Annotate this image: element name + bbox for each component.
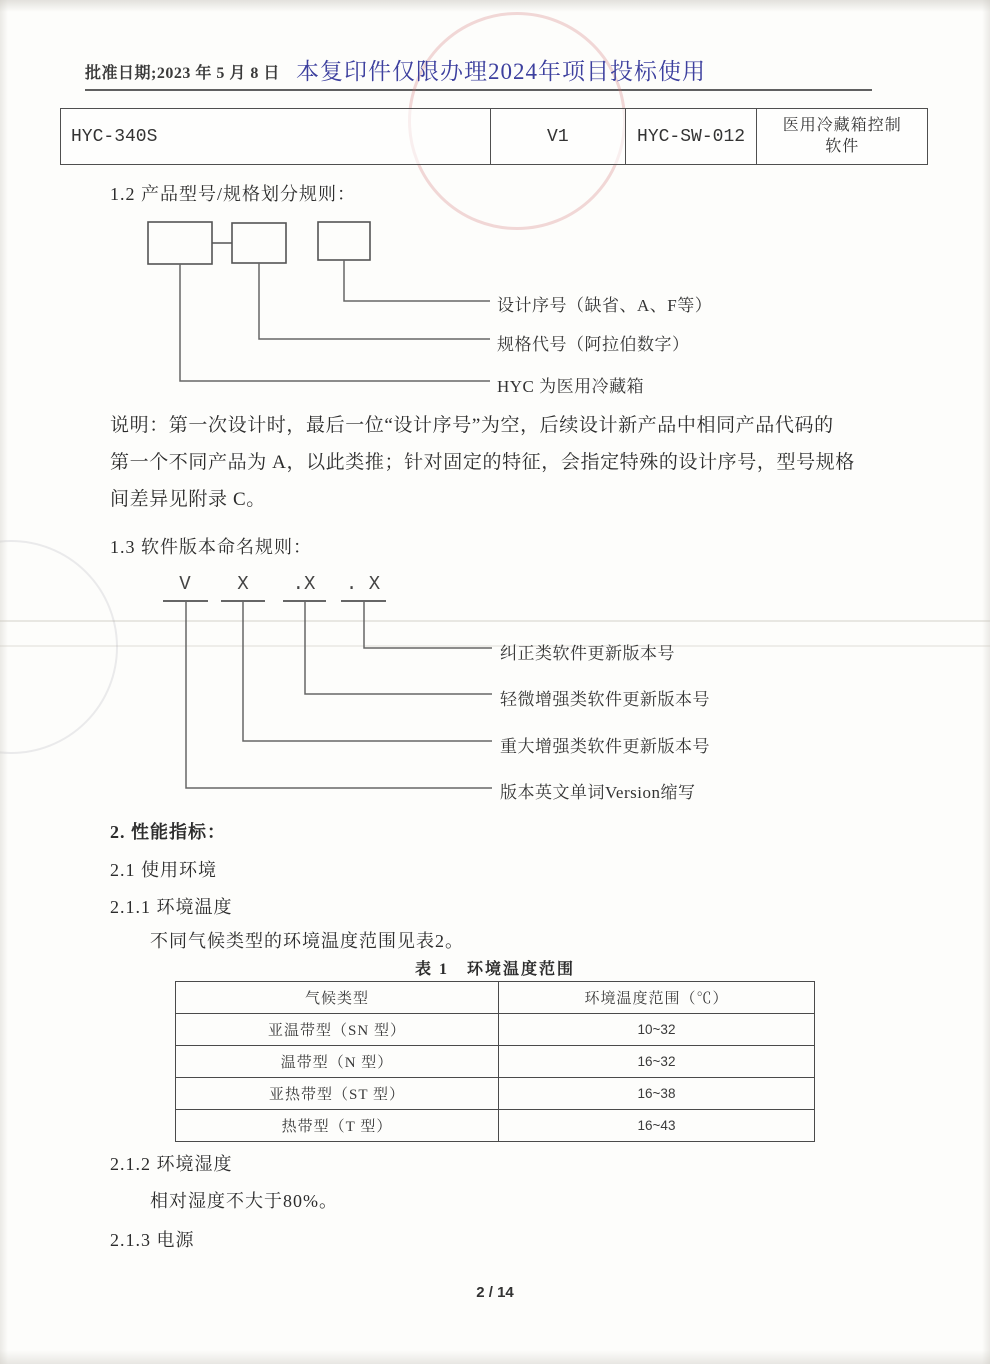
doc-name-line2: 软件: [825, 137, 860, 155]
section-2-1-2-title: 2.1.2 环境湿度: [110, 1154, 233, 1174]
table-row: [176, 1046, 815, 1078]
doc-name-cell: [756, 109, 927, 164]
version-label-minor: 轻微增强类软件更新版本号: [500, 690, 710, 709]
note-line-3: 间差异见附录 C。: [110, 489, 266, 510]
section-2-1-2-text: 相对湿度不大于80%。: [150, 1191, 338, 1211]
table-row: [176, 1078, 815, 1110]
doc-model-cell: HYC-340S: [71, 126, 158, 147]
doc-version-cell: V1: [490, 109, 625, 164]
table-cell-climate: 亚热带型（ST 型）: [176, 1078, 499, 1110]
model-leader-hyc: [180, 264, 490, 381]
table-header-climate: 气候类型: [176, 982, 499, 1014]
table-row: [176, 1110, 815, 1142]
faint-stamp-arc: [0, 540, 118, 754]
section-2-1-1-text: 不同气候类型的环境温度范围见表2。: [150, 931, 464, 951]
model-box-1: [148, 222, 212, 264]
table-cell-climate: 亚温带型（SN 型）: [176, 1014, 499, 1046]
version-token-x2: .X: [292, 573, 316, 595]
doc-code-cell: HYC-SW-012: [625, 109, 757, 164]
table-cell-range: 10~32: [499, 1014, 815, 1046]
table-cell-range: 16~32: [499, 1046, 815, 1078]
temperature-range-table: [175, 981, 815, 1142]
copy-restriction-notice: 本复印件仅限办理2024年项目投标使用: [296, 59, 706, 84]
model-label-spec-code: 规格代号（阿拉伯数字）: [497, 335, 690, 354]
version-leader-patch: [364, 601, 492, 648]
approval-date: 批准日期;2023 年 5 月 8 日: [85, 65, 280, 82]
model-leader-spec-code: [259, 263, 490, 339]
doc-name-line1: 医用冷藏箱控制: [782, 116, 902, 134]
version-token-x3: . X: [345, 573, 381, 595]
page-number: 2 / 14: [476, 1284, 514, 1301]
version-token-v: V: [179, 573, 191, 595]
table-cell-range: 16~43: [499, 1110, 815, 1142]
table-row: [176, 1014, 815, 1046]
model-label-hyc: HYC 为医用冷藏箱: [497, 377, 645, 396]
model-leader-design-seq: [344, 260, 490, 301]
note-line-2: 第一个不同产品为 A，以此类推；针对固定的特征，会指定特殊的设计序号，型号规格: [110, 452, 855, 473]
table-cell-climate: 热带型（T 型）: [176, 1110, 499, 1142]
version-label-version-word: 版本英文单词Version缩写: [500, 783, 696, 802]
section-2-1-3-title: 2.1.3 电源: [110, 1230, 195, 1250]
model-label-design-seq: 设计序号（缺省、A、F等）: [497, 296, 713, 315]
document-info-table: [60, 108, 928, 165]
version-leader-major: [243, 601, 492, 741]
version-label-major: 重大增强类软件更新版本号: [500, 737, 710, 756]
table1-title: 表 1 环境温度范围: [414, 961, 575, 978]
version-label-patch: 纠正类软件更新版本号: [500, 644, 675, 663]
version-token-x1: X: [237, 573, 249, 595]
table-cell-climate: 温带型（N 型）: [176, 1046, 499, 1078]
scan-edge-top: [0, 0, 990, 12]
version-leader-minor: [305, 601, 492, 694]
section-1-2-title: 1.2 产品型号/规格划分规则：: [110, 184, 356, 204]
table-header-row: [176, 982, 815, 1014]
note-line-1: 说明：第一次设计时，最后一位“设计序号”为空，后续设计新产品中相同产品代码的: [110, 415, 834, 436]
section-2-title: 2. 性能指标：: [110, 822, 226, 842]
version-leader-v: [186, 601, 492, 788]
table-cell-range: 16~38: [499, 1078, 815, 1110]
section-2-1-title: 2.1 使用环境: [110, 860, 217, 880]
scan-edge-right: [982, 0, 990, 1364]
model-box-3: [318, 222, 370, 260]
scan-edge-bottom: [0, 1350, 990, 1364]
section-2-1-1-title: 2.1.1 环境温度: [110, 897, 233, 917]
model-box-2: [232, 223, 286, 263]
section-1-3-title: 1.3 软件版本命名规则：: [110, 537, 312, 557]
table-header-range: 环境温度范围（℃）: [499, 982, 815, 1014]
